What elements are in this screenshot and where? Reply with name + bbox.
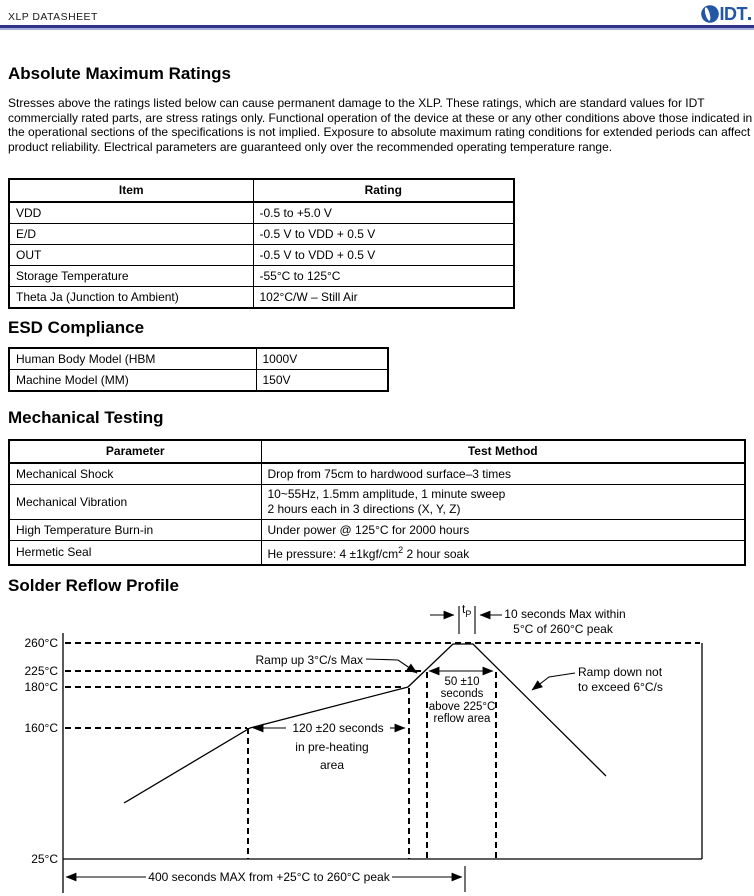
abs-max-header-row [9,179,514,202]
section-title-absolute-maximum-ratings: Absolute Maximum Ratings [8,64,231,83]
preheat-line3: area [319,758,345,772]
ramp-up-label: Ramp up 3°C/s Max [255,653,363,667]
mech-col-test-method: Test Method [261,440,745,463]
model-cell: Machine Model (MM) [9,370,256,392]
idt-logo-dot [748,17,751,20]
item-cell: VDD [9,202,253,224]
rating-cell: -55°C to 125°C [253,266,514,287]
abs-max-col-item: Item [9,179,253,202]
ramp-down-pointer [532,673,575,690]
esd-table [8,347,389,392]
mech-table [8,439,746,566]
preheat-line2: in pre-heating [295,740,369,754]
value-cell: 1000V [256,348,388,370]
abs-max-table [8,178,515,309]
superscript-2: 2 [398,545,404,555]
reflow-area-line4: reflow area [433,713,491,725]
item-cell: E/D [9,224,253,245]
tp-label: $t_P$ [462,602,472,619]
model-cell: Human Body Model (HBM [9,348,256,370]
reflow-area-line3: above 225°C [428,701,496,713]
ramp-down-line2: to exceed 6°C/s [578,680,663,694]
rating-cell: -0.5 to +5.0 V [253,202,514,224]
y-label-180C: 180°C [24,680,58,694]
preheat-line1: 120 ±20 seconds [292,721,384,735]
peak-width-annotation [430,602,626,636]
table-row [9,463,745,485]
table-row [9,541,745,566]
method-cell: Drop from 75cm to hardwood surface–3 times [261,463,745,485]
reflow-area-line1: 50 ±10 [444,676,480,688]
item-cell: Theta Ja (Junction to Ambient) [9,287,253,309]
section-title-mechanical-testing: Mechanical Testing [8,408,164,427]
table-row [9,266,514,287]
y-label-25C: 25°C [31,852,58,866]
method-cell: He pressure: $4 \pm 1kgf/cm^2$ 2 hour soak [261,541,745,566]
preheat-annotation [253,721,405,772]
value-cell: 150V [256,370,388,392]
solder-reflow-diagram [0,600,754,896]
table-row [9,370,388,392]
abs-max-col-rating: Rating [253,179,514,202]
section-title-esd-compliance: ESD Compliance [8,318,145,337]
total-time-annotation [66,866,465,892]
total-time-label: 400 seconds MAX from +25°C to 260°C peak [148,870,390,884]
header-rule [0,25,754,30]
table-row [9,287,514,309]
abs-max-intro: Stresses above the ratings listed below can cause permanent damage to the XLP. These ratings, which are standard values for IDT commercially rated parts, are stress ratings only. Functional operation of the device at these or any other conditions above those indicated in the operational sections of the specifications is not implied. Exposure to absolute maximum rating conditions for extended periods can affect product reliability. Electrical parameters are guaranteed only over the recommended operating temperature range. [8,96,753,155]
ramp-down-line1: Ramp down not [578,665,663,679]
rating-cell: -0.5 V to VDD + 0.5 V [253,245,514,266]
ramp-down-annotation [532,665,663,694]
parameter-cell: Hermetic Seal [9,541,261,566]
idt-logo-text: IDT [719,4,747,24]
table-row [9,224,514,245]
idt-logo [700,4,752,24]
y-label-260C: 260°C [24,636,58,650]
reflow-area-annotation [429,671,496,725]
method-cell [261,485,745,520]
table-row [9,245,514,266]
section-title-solder-reflow-profile: Solder Reflow Profile [8,576,179,595]
parameter-cell: Mechanical Vibration [9,485,261,520]
mech-col-parameter: Parameter [9,440,261,463]
idt-logo-icon [700,4,720,24]
table-row [9,520,745,541]
mech-header-row [9,440,745,463]
doc-title: XLP DATASHEET [8,11,98,23]
reflow-area-line2: seconds [440,688,484,700]
table-row [9,485,745,520]
method-cell: Under power @ 125°C for 2000 hours [261,520,745,541]
parameter-cell: Mechanical Shock [9,463,261,485]
y-label-225C: 225°C [24,664,58,678]
table-row [9,202,514,224]
rating-cell: -0.5 V to VDD + 0.5 V [253,224,514,245]
table-row [9,348,388,370]
method-line: 2 hours each in 3 directions (X, Y, Z) [267,502,461,516]
rating-cell: 102°C/W – Still Air [253,287,514,309]
method-line: 10~55Hz, 1.5mm amplitude, 1 minute sweep [267,487,506,501]
peak-note-line2: 5°C of 260°C peak [513,622,613,636]
parameter-cell: High Temperature Burn-in [9,520,261,541]
item-cell: OUT [9,245,253,266]
y-label-160C: 160°C [24,721,58,735]
item-cell: Storage Temperature [9,266,253,287]
peak-note-line1: 10 seconds Max within [504,607,626,621]
